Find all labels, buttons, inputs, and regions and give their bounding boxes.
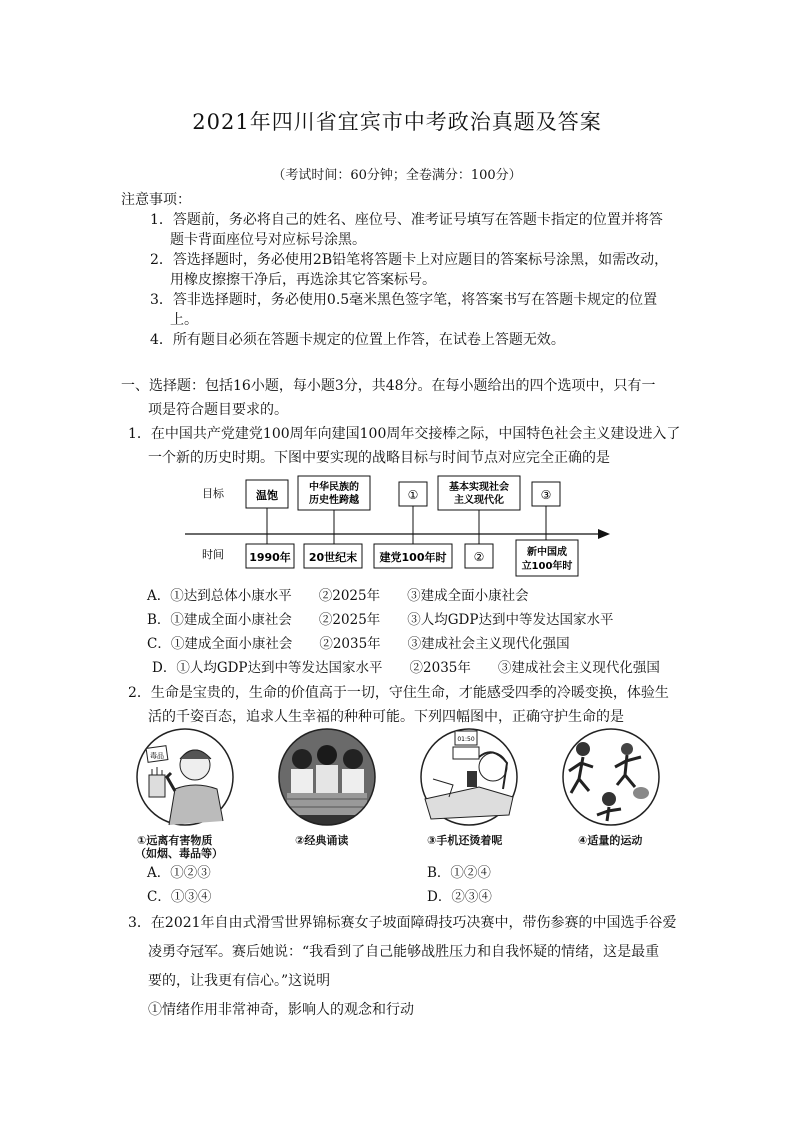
- question-1-stem-cont: 一个新的历史时期。下图中要实现的战略目标与时间节点对应完全正确的是: [148, 450, 610, 466]
- goal-row-label: 目标: [202, 487, 224, 500]
- goal-text: 基本实现社会: [449, 482, 509, 493]
- timeline-diagram: [180, 472, 620, 580]
- illustration-avoid-harmful: [135, 727, 237, 827]
- page-title: 2021年四川省宜宾市中考政治真题及答案: [192, 110, 602, 134]
- question-3-stem-cont: 要的，让我更有信心。”这说明: [148, 973, 331, 989]
- question-3-stem: 3．在2021年自由式滑雪世界锦标赛女子坡面障碍技巧决赛中，带伤参赛的中国选手谷爱: [128, 915, 677, 931]
- option-a: A．①②③: [147, 865, 211, 881]
- option-c: C．①③④: [147, 889, 212, 905]
- illustration-phone-hot: [419, 727, 521, 827]
- exam-info: （考试时间：60分钟；全卷满分：100分）: [272, 168, 522, 183]
- option-a: A．①达到总体小康水平 ②2025年 ③建成全面小康社会: [147, 588, 529, 604]
- goal-text: ①: [407, 488, 419, 502]
- caption-3: ③手机还烫着呢: [427, 834, 503, 847]
- notes-item: 4．所有题目必须在答题卡规定的位置上作答，在试卷上答题无效。: [150, 332, 565, 348]
- notes-item: 2．答选择题时，务必使用2B铅笔将答题卡上对应题目的答案标号涂黑，如需改动，: [150, 252, 669, 268]
- time-text: 建党100年时: [379, 551, 447, 564]
- goal-text: ③: [540, 488, 552, 502]
- notes-item: 用橡皮擦擦干净后，再选涂其它答案标号。: [170, 272, 436, 288]
- notes-item: 3．答非选择题时，务必使用0.5毫米黑色签字笔，将答案书写在答题卡规定的位置: [150, 292, 658, 308]
- caption-1: ①远离有害物质: [137, 834, 213, 847]
- caption-1-cont: （如烟、毒品等）: [135, 847, 223, 860]
- goal-text: 主义现代化: [454, 495, 504, 506]
- question-3-stem-cont: 凌勇夺冠军。赛后她说：“我看到了自己能够战胜压力和自我怀疑的情绪，这是最重: [148, 944, 660, 960]
- question-1-stem: 1．在中国共产党建党100周年向建国100周年交接棒之际，中国特色社会主义建设进入了: [128, 426, 681, 442]
- time-text: 立100年时: [521, 561, 573, 572]
- time-text: 新中国成: [527, 547, 567, 558]
- time-text: 1990年: [249, 551, 291, 564]
- option-d: D．②③④: [427, 889, 492, 905]
- goal-text: 历史性跨越: [309, 495, 359, 506]
- option-b: B．①②④: [427, 865, 491, 881]
- section-heading-cont: 项是符合题目要求的。: [148, 402, 288, 418]
- timeline-arrow: [598, 529, 610, 539]
- illustration-classic-reading: [277, 727, 379, 827]
- caption-2: ②经典诵读: [295, 834, 349, 847]
- notes-heading: 注意事项：: [121, 192, 191, 208]
- clock-text: 01:50: [457, 736, 475, 743]
- notes-item: 1．答题前，务必将自己的姓名、座位号、准考证号填写在答题卡指定的位置并将答: [150, 212, 663, 228]
- illustration-exercise: [561, 727, 663, 827]
- time-row-label: 时间: [202, 548, 224, 561]
- sign-text: 毒品: [150, 752, 164, 760]
- time-text: ②: [473, 550, 485, 564]
- goal-text: 温饱: [256, 489, 278, 502]
- question-2-stem-cont: 活的千姿百态，追求人生幸福的种种可能。下列四幅图中，正确守护生命的是: [148, 709, 624, 725]
- question-3-item-1: ①情绪作用非常神奇，影响人的观念和行动: [148, 1002, 414, 1018]
- question-2-stem: 2．生命是宝贵的，生命的价值高于一切，守住生命，才能感受四季的冷暖变换，体验生: [128, 685, 669, 701]
- caption-4: ④适量的运动: [578, 834, 643, 847]
- goal-text: 中华民族的: [309, 482, 359, 493]
- option-c: C．①建成全面小康社会 ②2035年 ③建成社会主义现代化强国: [147, 636, 570, 652]
- notes-item: 题卡背面座位号对应标号涂黑。: [170, 232, 366, 248]
- notes-item: 上。: [170, 312, 198, 328]
- option-b: B．①建成全面小康社会 ②2025年 ③人均GDP达到中等发达国家水平: [147, 612, 614, 628]
- section-heading: 一、选择题：包括16小题，每小题3分，共48分。在每小题给出的四个选项中，只有一: [121, 378, 656, 394]
- time-text: 20世纪末: [308, 551, 358, 564]
- option-d: D．①人均GDP达到中等发达国家水平 ②2035年 ③建成社会主义现代化强国: [152, 660, 660, 676]
